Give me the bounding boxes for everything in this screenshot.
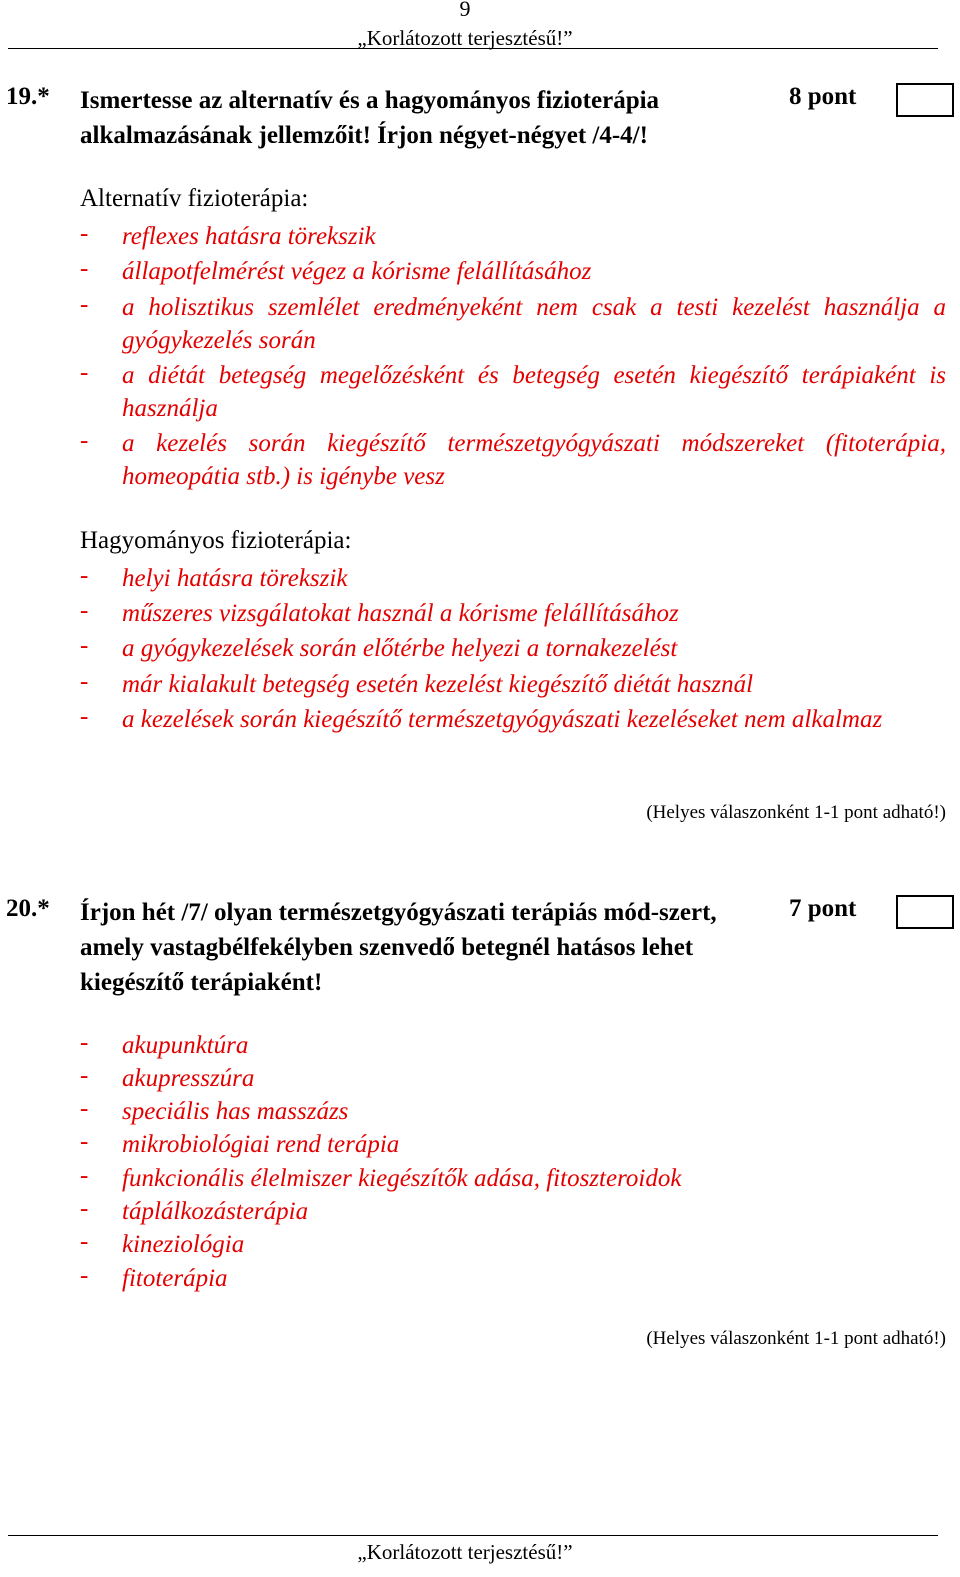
list-item [80, 562, 946, 595]
list-item [80, 291, 946, 357]
dash: - [80, 427, 89, 454]
footer-rule [8, 1535, 938, 1536]
list-item [80, 359, 946, 425]
list-item [80, 1162, 946, 1195]
dash: - [80, 1029, 89, 1056]
dash: - [80, 632, 89, 659]
q20-number: 20.* [6, 895, 50, 922]
dash: - [80, 1162, 89, 1189]
trad-section-title: Hagyományos fizioterápia: [80, 527, 352, 554]
list-item [80, 1128, 946, 1161]
answer-text: speciális has masszázs [122, 1098, 349, 1125]
dash: - [80, 1228, 89, 1255]
answer-text: mikrobiológiai rend terápia [122, 1131, 400, 1158]
list-item [80, 1062, 946, 1095]
answer-text: a holisztikus szemlélet eredményeként nem csak a testi kezelést használja a gyógykezelés során [122, 294, 946, 354]
list-item [80, 1195, 946, 1228]
answer-text: állapotfelmérést végez a kórisme felállításához [122, 258, 592, 285]
dash: - [80, 1195, 89, 1222]
list-item [80, 597, 946, 630]
dash: - [80, 291, 89, 318]
list-item [80, 1228, 946, 1261]
answer-text: a diétát betegség megelőzésként és betegség esetén kiegészítő terápiaként is használja [122, 362, 946, 422]
dash: - [80, 668, 89, 695]
q19-question-text: Ismertesse az alternatív és a hagyományos fizioterápia alkalmazásának jellemzőit! Írjon négyet-négyet /4-4/! [80, 87, 660, 149]
list-item [80, 668, 946, 701]
answer-text: már kialakult betegség esetén kezelést kiegészítő diétát használ [122, 671, 754, 698]
q19-score-box[interactable] [896, 83, 954, 117]
page-number: 9 [459, 0, 471, 21]
q20-question-text: Írjon hét /7/ olyan természetgyógyászati terápiás mód-szert, amely vastagbélfekélyben szenvedő betegnél hatásos lehet kiegészítő terápiaként! [80, 899, 717, 996]
q20-scoring-note: (Helyes válaszonként 1-1 pont adható!) [646, 1328, 946, 1349]
answer-text: helyi hatásra törekszik [122, 565, 348, 592]
q19-number: 19.* [6, 83, 50, 110]
answer-text: funkcionális élelmiszer kiegészítők adása, fitoszteroidok [122, 1165, 682, 1192]
answer-text: kineziológia [122, 1231, 245, 1258]
dash: - [80, 1062, 89, 1089]
answer-text: akupunktúra [122, 1032, 249, 1059]
list-item [80, 1095, 946, 1128]
dash: - [80, 597, 89, 624]
list-item [80, 1029, 946, 1062]
header-distribution-note: „Korlátozott terjesztésű!” [357, 26, 573, 50]
q20-score-box[interactable] [896, 895, 954, 929]
list-item [80, 632, 946, 665]
answer-text: a kezelések során kiegészítő természetgyógyászati kezeléseket nem alkalmaz [122, 706, 883, 733]
dash: - [80, 1128, 89, 1155]
answer-text: táplálkozásterápia [122, 1198, 309, 1225]
dash: - [80, 1095, 89, 1122]
list-item [80, 1262, 946, 1295]
dash: - [80, 220, 89, 247]
list-item [80, 255, 946, 288]
dash: - [80, 359, 89, 386]
alt-section-title: Alternatív fizioterápia: [80, 185, 309, 212]
header-rule [8, 48, 938, 49]
dash: - [80, 255, 89, 282]
dash: - [80, 562, 89, 589]
q19-points: 8 pont [789, 83, 857, 110]
answer-text: reflexes hatásra törekszik [122, 223, 376, 250]
answer-text: a kezelés során kiegészítő természetgyógyászati módszereket (fitoterápia, homeopátia stb.) is igénybe vesz [122, 430, 946, 490]
list-item [80, 703, 946, 736]
answer-text: akupresszúra [122, 1065, 255, 1092]
q19-scoring-note: (Helyes válaszonként 1-1 pont adható!) [646, 802, 946, 823]
q20-points: 7 pont [789, 895, 857, 922]
answer-text: fitoterápia [122, 1265, 228, 1292]
dash: - [80, 1262, 89, 1289]
answer-text: a gyógykezelések során előtérbe helyezi a tornakezelést [122, 635, 678, 662]
list-item [80, 427, 946, 493]
dash: - [80, 703, 89, 730]
answer-text: műszeres vizsgálatokat használ a kórisme felállításához [122, 600, 679, 627]
list-item [80, 220, 946, 253]
footer-distribution-note: „Korlátozott terjesztésű!” [357, 1540, 573, 1564]
